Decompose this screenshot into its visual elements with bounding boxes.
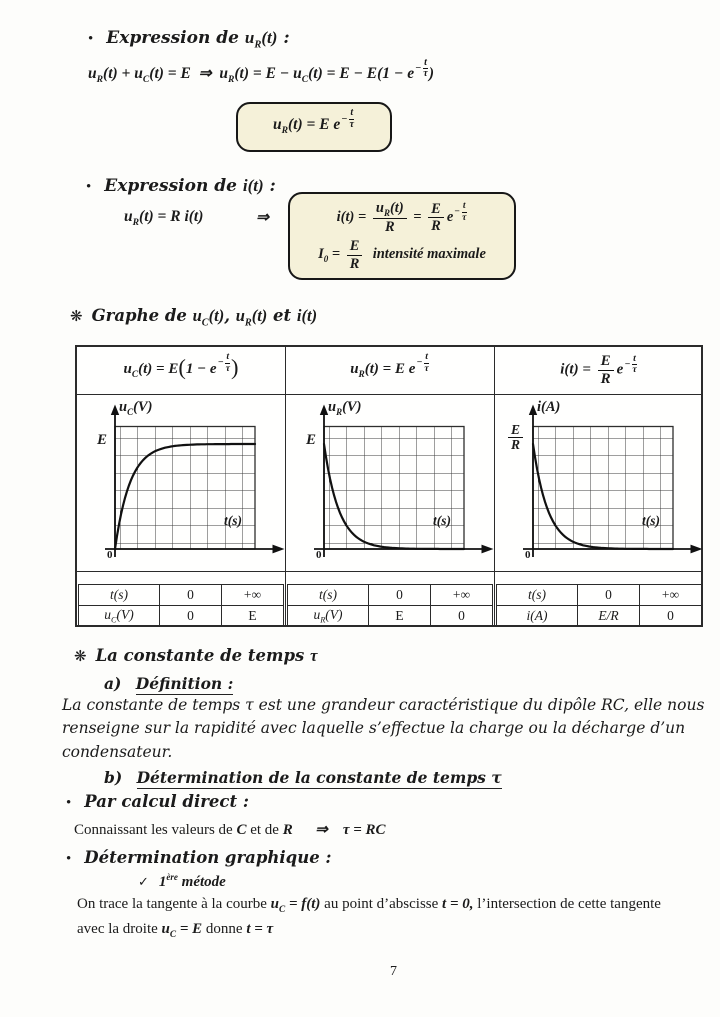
cell: t(s) (288, 585, 369, 606)
values-table-uc (78, 584, 284, 627)
heading-expression-i (86, 176, 276, 196)
graph-i-canvas (503, 403, 703, 571)
table-row (497, 585, 702, 606)
graph-ur-ylabel: $u_R(V)$ (328, 399, 362, 417)
graph-ur-origin-label: 0 (316, 549, 322, 561)
bullet-icon: • (66, 851, 72, 867)
graph-cell-ur (286, 395, 495, 572)
table-row (497, 606, 702, 627)
graphs-table (75, 345, 703, 627)
heading-graphe-label: Graphe de $u_C(t)$, $u_R(t)$ et i(t) (91, 306, 318, 329)
cell: $u_C(V)$ (79, 606, 160, 627)
tangent-paragraph-line1: On trace la tangente à la courbe $u_C = f(t)$ au point d’abscisse t = 0, l’intersection de cette tangente (77, 896, 661, 915)
cell: 0 (369, 585, 431, 606)
bullet-icon: • (88, 31, 94, 47)
table-row (79, 585, 284, 606)
page-number: 7 (390, 964, 397, 979)
values-cell-uc (77, 572, 286, 627)
cell: 0 (160, 606, 222, 627)
heading-expression-i-label: Expression de i(t) : (104, 176, 276, 196)
graph-cell-i (495, 395, 703, 572)
graph-i-origin-label: 0 (525, 549, 531, 561)
table-row (288, 585, 493, 606)
graph-uc-asymptote-label: E (97, 432, 108, 448)
flower-icon: ❋ (70, 307, 83, 325)
cell: +∞ (640, 585, 702, 606)
values-cell-ur (286, 572, 495, 627)
heading-constante (74, 646, 317, 666)
cell: t(s) (79, 585, 160, 606)
subheading-prefix: b) (104, 768, 123, 787)
cell: E/R (578, 606, 640, 627)
graph-uc-origin-label: 0 (107, 549, 113, 561)
heading-expression-ur (88, 28, 290, 50)
values-table-i (496, 584, 702, 627)
cell: E (222, 606, 284, 627)
subheading-definition (104, 674, 233, 693)
graph-uc-xlabel: t(s) (224, 513, 242, 528)
graph-uc-canvas (85, 403, 285, 571)
graph-i-start-label: $\frac{E}{R}$ (508, 423, 523, 452)
equation-ohm-law: $u_R(t) = R$ i(t) (124, 208, 204, 229)
method-label: 1ère métode (158, 872, 226, 890)
graph-i-xlabel: t(s) (642, 513, 660, 528)
graph-i-ylabel: i(A) (537, 399, 561, 415)
table-header-uc (77, 347, 286, 395)
formula-ur-header: $u_R(t) = E$ e− t τ (350, 351, 429, 380)
cell: 0 (578, 585, 640, 606)
table-row (79, 606, 284, 627)
heading-expression-ur-label: Expression de $u_R(t)$ : (106, 28, 290, 51)
graph-cell-uc (77, 395, 286, 572)
heading-calcul-direct (66, 792, 249, 812)
cell: $u_R(V)$ (288, 606, 369, 627)
check-icon: ✓ (138, 875, 149, 890)
cell: 0 (640, 606, 702, 627)
formula-ur: $u_R(t) = E$ e− t τ (272, 107, 355, 136)
formula-i-header: i(t) = $\frac{E}{R}$ e− t τ (560, 352, 637, 387)
heading-constante-label: La constante de temps τ (95, 646, 318, 665)
cell: 0 (431, 606, 493, 627)
values-table-ur (287, 584, 493, 627)
formula-i0: $I_0$ = $\frac{E}{R}$ intensité maximale (318, 238, 486, 272)
table-row (288, 606, 493, 627)
table-header-i (495, 347, 703, 395)
graph-ur-xlabel: t(s) (433, 513, 451, 528)
cell: i(A) (497, 606, 578, 627)
method-line (138, 872, 226, 891)
formula-i: i(t) = $\frac{u_R(t)}{R}$ = $\frac{E}{R}$ e− t τ (336, 200, 467, 236)
subheading-determination-label: Détermination de la constante de temps τ (136, 768, 502, 787)
cell: +∞ (431, 585, 493, 606)
bullet-icon: • (86, 179, 92, 195)
formula-uc-header: $u_C(t) = E(1 - e-$ t τ ) (123, 351, 239, 380)
graph-uc (85, 399, 285, 571)
subheading-definition-label: Définition : (135, 674, 234, 693)
subheading-prefix: a) (104, 674, 122, 693)
equation-ur-derivation: $u_R(t) + u_C(t) = E$ ⇒ $u_R(t) = E - u_C(t) = E - E(1 - e-$ t τ ) (88, 56, 434, 86)
graph-uc-ylabel: $u_C(V)$ (119, 399, 153, 417)
tangent-paragraph-line2: avec la droite $u_C = E$ donne t = τ (77, 921, 274, 940)
flower-icon: ❋ (74, 647, 87, 665)
formula-box-i (288, 192, 516, 280)
graph-ur-start-label: E (306, 432, 317, 448)
implies-arrow: ⇒ (256, 209, 269, 226)
cell: E (369, 606, 431, 627)
heading-determination-graphique-label: Détermination graphique : (84, 848, 332, 867)
heading-calcul-direct-label: Par calcul direct : (84, 792, 249, 811)
graph-ur-canvas (294, 403, 494, 571)
graph-i (503, 399, 703, 571)
formula-box-ur (236, 102, 392, 152)
subheading-determination (104, 768, 502, 787)
cell: 0 (160, 585, 222, 606)
graph-ur (294, 399, 494, 571)
definition-paragraph: La constante de temps τ est une grandeur caractéristique du dipôle RC, elle nous renseigne sur la rapidité avec laquelle s’effectue la charge ou la décharge d’un condensateur. (62, 696, 705, 761)
calcul-direct-line: Connaissant les valeurs de C et de R ⇒ τ = RC (74, 822, 386, 838)
table-header-ur (286, 347, 495, 395)
cell: +∞ (222, 585, 284, 606)
bullet-icon: • (66, 795, 72, 811)
cell: t(s) (497, 585, 578, 606)
heading-determination-graphique (66, 848, 332, 868)
heading-graphe (70, 306, 317, 328)
values-cell-i (495, 572, 703, 627)
